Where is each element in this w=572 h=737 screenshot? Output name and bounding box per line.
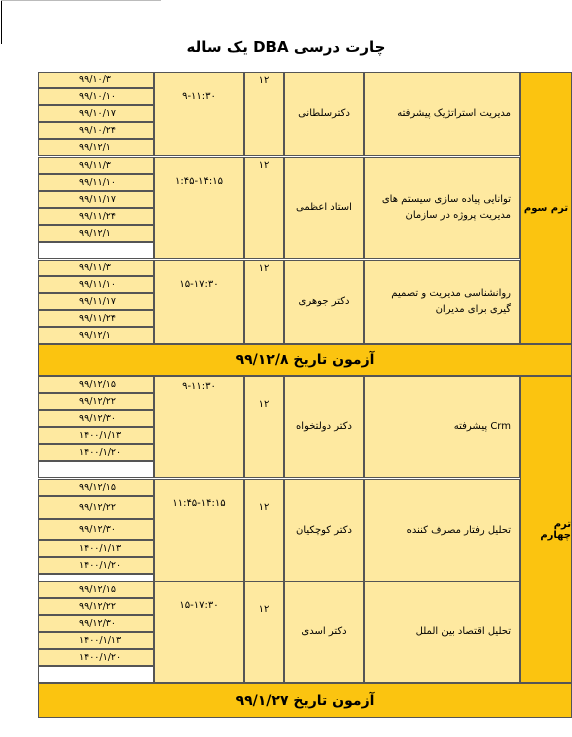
- session-date: [38, 242, 154, 259]
- course-name: Crm پیشرفته: [364, 376, 520, 478]
- course-units-text: ۱۲: [258, 75, 270, 86]
- teacher-name: دکتر جوهری: [284, 260, 364, 344]
- session-date: [38, 666, 154, 683]
- course-name: روانشناسی مدیریت و تصمیم گیری برای مدیران: [364, 260, 520, 344]
- session-date: ۱۴۰۰/۱/۱۳: [38, 632, 154, 649]
- session-date: ۹۹/۱۲/۳۰: [38, 519, 154, 540]
- session-date: [38, 461, 154, 478]
- teacher-name: دکتر کوچکیان: [284, 479, 364, 582]
- session-date: ۱۴۰۰/۱/۲۰: [38, 444, 154, 461]
- course-name: مدیریت استراتژیک پیشرفته: [364, 72, 520, 156]
- term-label: ترم سوم: [520, 72, 572, 344]
- session-date: ۹۹/۱۲/۳۰: [38, 410, 154, 427]
- teacher-name: دکتر اسدی: [284, 581, 364, 683]
- session-date: ۹۹/۱۲/۱: [38, 327, 154, 344]
- session-date: ۹۹/۱۱/۳: [38, 260, 154, 276]
- class-time: [154, 479, 244, 582]
- session-date: ۹۹/۱۰/۱۰: [38, 88, 154, 105]
- teacher-name: دکتر دولتخواه: [284, 376, 364, 478]
- session-date: ۹۹/۱۱/۱۷: [38, 293, 154, 310]
- class-time: [154, 157, 244, 259]
- class-time-text: ۱۵-۱۷:۳۰: [179, 600, 219, 611]
- class-time: [154, 72, 244, 156]
- course-units: [244, 260, 284, 344]
- course-units-text: ۱۲: [258, 399, 270, 410]
- course-units: [244, 72, 284, 156]
- course-name: تحلیل اقتصاد بین الملل: [364, 581, 520, 683]
- session-date: ۹۹/۱۱/۱۰: [38, 174, 154, 191]
- class-time-text: ۱:۴۵-۱۴:۱۵: [175, 176, 223, 187]
- class-time: [154, 376, 244, 478]
- session-date: ۹۹/۱۲/۱۵: [38, 581, 154, 598]
- exam-date-banner: آزمون تاریخ ۹۹/۱۲/۸: [38, 344, 572, 376]
- course-name: تحلیل رفتار مصرف کننده: [364, 479, 520, 582]
- session-date: ۱۴۰۰/۱/۱۳: [38, 540, 154, 557]
- teacher-name: دکترسلطانی: [284, 72, 364, 156]
- session-date: ۹۹/۱۲/۱۵: [38, 376, 154, 393]
- course-units: [244, 376, 284, 478]
- class-time-text: ۱۱:۴۵-۱۴:۱۵: [172, 498, 226, 509]
- session-date: ۹۹/۱۲/۲۲: [38, 496, 154, 519]
- class-time-text: ۹-۱۱:۳۰: [182, 91, 216, 102]
- session-date: ۹۹/۱۰/۱۷: [38, 105, 154, 122]
- session-date: ۹۹/۱۲/۱۵: [38, 479, 154, 496]
- session-date: ۹۹/۱۲/۳۰: [38, 615, 154, 632]
- teacher-name: استاد اعظمی: [284, 157, 364, 259]
- term-label: ترم چهارم: [520, 376, 572, 683]
- session-date: ۹۹/۱۲/۲۲: [38, 598, 154, 615]
- session-date: ۹۹/۱۰/۲۴: [38, 122, 154, 139]
- session-date: ۹۹/۱۱/۲۴: [38, 208, 154, 225]
- session-date: ۹۹/۱۱/۳: [38, 157, 154, 174]
- course-name: توانایی پیاده سازی سیستم های مدیریت پروژه در سازمان: [364, 157, 520, 259]
- class-time-text: ۱۵-۱۷:۳۰: [179, 279, 219, 290]
- session-date: ۱۴۰۰/۱/۲۰: [38, 557, 154, 574]
- course-units: [244, 479, 284, 582]
- session-date: ۹۹/۱۲/۱: [38, 139, 154, 156]
- session-date: ۱۴۰۰/۱/۱۳: [38, 427, 154, 444]
- exam-date-banner: آزمون تاریخ ۹۹/۱/۲۷: [38, 683, 572, 718]
- course-units-text: ۱۲: [258, 160, 270, 171]
- session-date: ۹۹/۱۲/۱: [38, 225, 154, 242]
- session-date: ۹۹/۱۱/۱۷: [38, 191, 154, 208]
- class-time: [154, 581, 244, 683]
- page-title: چارت درسی DBA یک ساله: [186, 38, 386, 56]
- course-units: [244, 581, 284, 683]
- session-date: ۹۹/۱۱/۱۰: [38, 276, 154, 293]
- course-units-text: ۱۲: [258, 263, 270, 274]
- session-date: ۹۹/۱۰/۳: [38, 72, 154, 88]
- class-time: [154, 260, 244, 344]
- session-date: ۹۹/۱۱/۲۴: [38, 310, 154, 327]
- session-date: ۱۴۰۰/۱/۲۰: [38, 649, 154, 666]
- course-chart-table: [38, 72, 572, 718]
- page-corner-line: [1, 0, 161, 1]
- course-units-text: ۱۲: [258, 604, 270, 615]
- session-date: ۹۹/۱۲/۲۲: [38, 393, 154, 410]
- class-time-text: ۹-۱۱:۳۰: [182, 381, 216, 392]
- course-units: [244, 157, 284, 259]
- course-units-text: ۱۲: [258, 502, 270, 513]
